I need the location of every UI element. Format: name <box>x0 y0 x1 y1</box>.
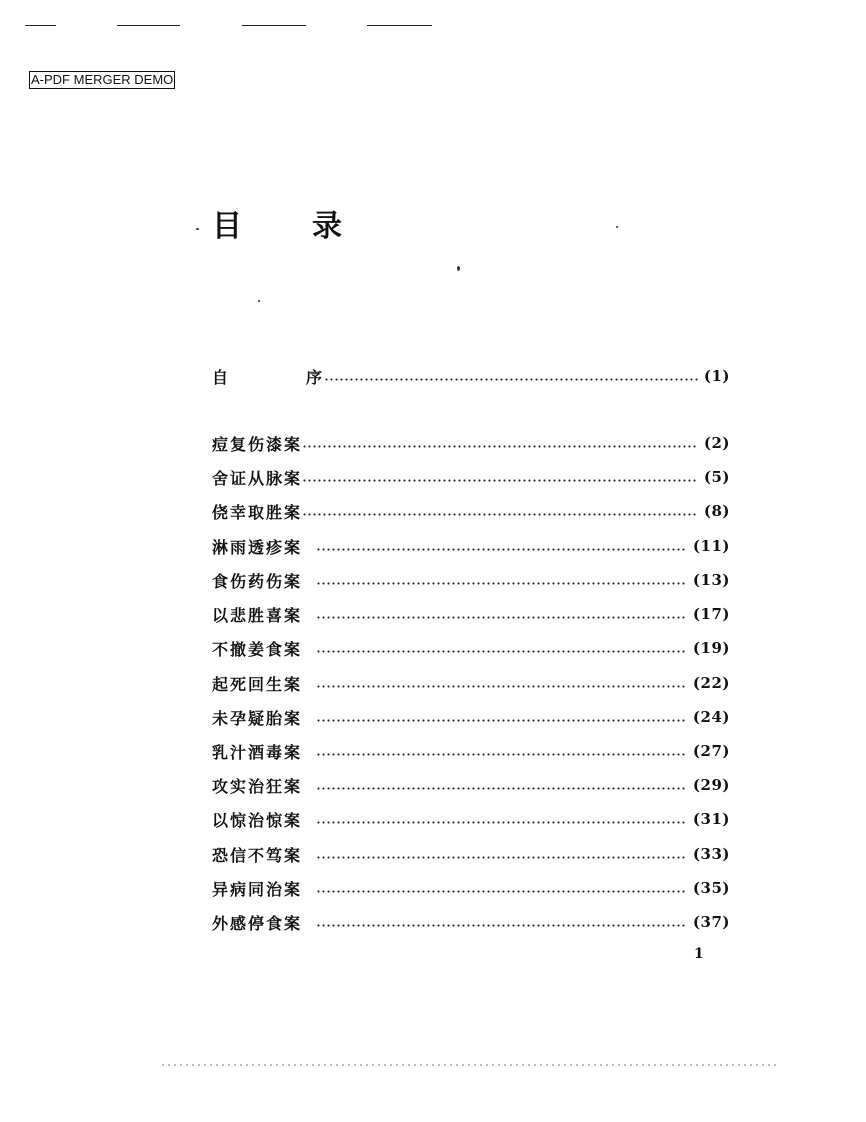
toc-leader-dots <box>316 821 687 824</box>
toc-entry-label: 以悲胜喜案 <box>212 605 303 625</box>
toc-entry-label: 起死回生案 <box>212 674 303 694</box>
toc-entry <box>212 875 730 901</box>
toc-leader-dots <box>302 445 698 448</box>
toc-entry-label: 淋雨透疹案 <box>212 537 303 557</box>
toc-entry <box>212 567 730 593</box>
title-char-1: 目 <box>212 209 242 244</box>
toc-preface-label-1: 自 <box>212 367 231 387</box>
toc-entry-label: 乳汁酒毒案 <box>212 742 303 762</box>
scan-edge-noise <box>160 1064 780 1066</box>
toc-entry <box>212 738 730 764</box>
toc-entry-page: (29) <box>692 776 730 794</box>
toc-entry-page: (33) <box>692 845 730 863</box>
toc-entry-page: (13) <box>692 571 730 589</box>
toc-entry-label: 不撤姜食案 <box>212 639 303 659</box>
toc-entry-label: 痘复伤漆案 <box>212 434 303 454</box>
scan-speck <box>457 266 460 271</box>
toc-entry-label: 恐信不笃案 <box>212 845 303 865</box>
title-char-2: 录 <box>312 209 342 244</box>
top-rule-2 <box>117 25 180 26</box>
toc-entry-page: (8) <box>703 502 730 520</box>
toc-entry <box>212 772 730 798</box>
toc-entry-page: (27) <box>692 742 730 760</box>
toc-leader-dots <box>316 685 687 688</box>
toc-entry-label: 食伤药伤案 <box>212 571 303 591</box>
toc-entry-label: 攻实治狂案 <box>212 776 303 796</box>
scan-speck <box>616 226 618 228</box>
toc-entry-page: (31) <box>692 810 730 828</box>
toc-leader-dots <box>302 513 698 516</box>
toc-entry <box>212 430 730 456</box>
toc-entry <box>212 806 730 832</box>
top-rule-1 <box>25 25 56 26</box>
toc-leader-dots <box>316 719 687 722</box>
toc-leader-dots <box>316 650 687 653</box>
toc-entry-page: (2) <box>703 434 730 452</box>
watermark-label: A-PDF MERGER DEMO <box>31 72 174 87</box>
toc-entry-page: (22) <box>692 674 730 692</box>
toc-leader-dots <box>316 548 687 551</box>
toc-entry <box>212 498 730 524</box>
page-title <box>212 207 342 247</box>
toc-entry <box>212 670 730 696</box>
toc-entry <box>212 635 730 661</box>
page-number: 1 <box>694 946 704 962</box>
scan-speck <box>196 228 199 230</box>
toc-leader-dots <box>316 616 687 619</box>
toc-leader-dots <box>316 890 687 893</box>
toc-entry-page: (37) <box>692 913 730 931</box>
toc-entry-label: 异病同治案 <box>212 879 303 899</box>
toc-leader-dots <box>302 479 698 482</box>
toc-leader-dots <box>316 582 687 585</box>
toc-leader-dots <box>324 378 698 381</box>
scan-speck <box>258 300 260 302</box>
toc-entry-page: (17) <box>692 605 730 623</box>
toc-entry-page: (19) <box>692 639 730 657</box>
toc-entry-label: 舍证从脉案 <box>212 468 303 488</box>
top-rule-3 <box>242 25 306 26</box>
toc-entry-page: (35) <box>692 879 730 897</box>
toc-entry-page: (24) <box>692 708 730 726</box>
toc-leader-dots <box>316 856 687 859</box>
toc-leader-dots <box>316 787 687 790</box>
toc-entry <box>212 841 730 867</box>
toc-entry <box>212 909 730 935</box>
toc-leader-dots <box>316 924 687 927</box>
toc-entry-label: 侥幸取胜案 <box>212 502 303 522</box>
toc-leader-dots <box>316 753 687 756</box>
toc-preface-label-2: 序 <box>306 367 325 387</box>
toc-entry-page: (11) <box>692 537 730 555</box>
toc-entry <box>212 601 730 627</box>
toc-entry <box>212 533 730 559</box>
toc-entry <box>212 464 730 490</box>
toc-entry-label: 未孕疑胎案 <box>212 708 303 728</box>
toc-entry-label: 以惊治惊案 <box>212 810 303 830</box>
top-rule-4 <box>367 25 432 26</box>
toc-entry-label: 外感停食案 <box>212 913 303 933</box>
toc-entry <box>212 704 730 730</box>
toc-preface-page: (1) <box>703 367 730 385</box>
toc-entry-page: (5) <box>703 468 730 486</box>
toc-preface <box>212 363 730 389</box>
